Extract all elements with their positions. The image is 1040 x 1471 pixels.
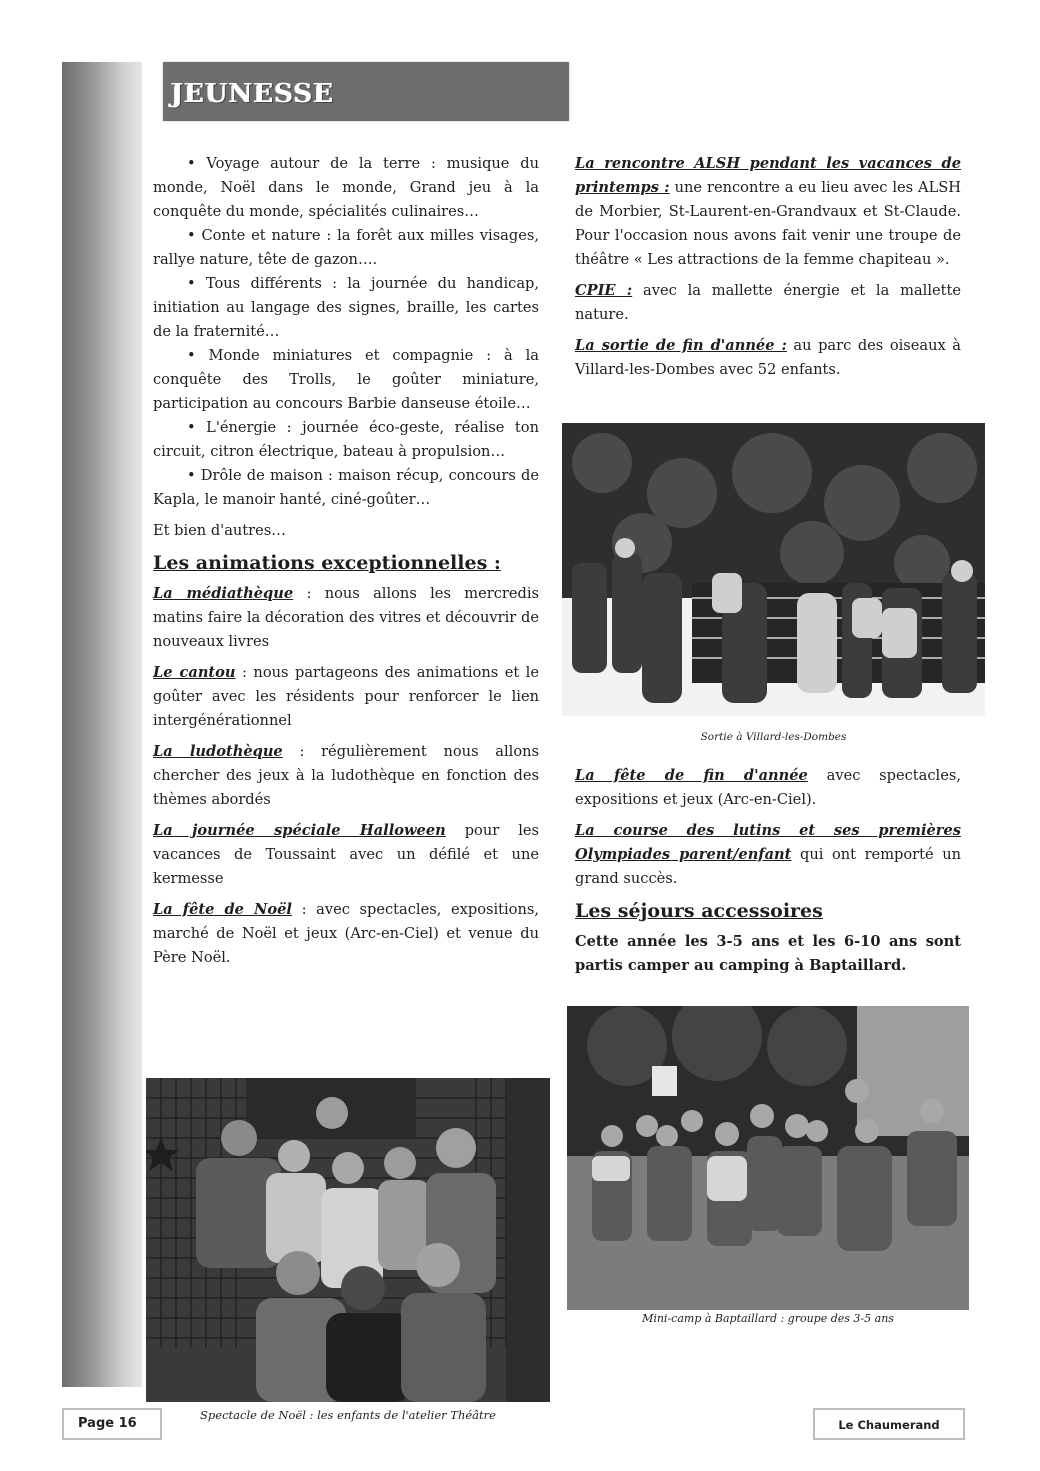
photo-caption-mini-camp: Mini-camp à Baptaillard : groupe des 3-5 ans bbox=[642, 1312, 894, 1325]
animation-item bbox=[153, 582, 539, 654]
magazine-name: Le Chaumerand bbox=[838, 1418, 940, 1432]
animation-item bbox=[153, 661, 539, 733]
section-title-banner bbox=[163, 62, 569, 121]
activity-bullet: • Tous différents : la journée du handicap, initiation au langage des signes, braille, les cartes de la fraternité… bbox=[153, 275, 539, 340]
item-text: : régulièrement nous allons chercher des jeux à la ludothèque en fonction des thèmes abordés bbox=[153, 743, 539, 808]
item-text: : nous partageons des animations et le goûter avec les résidents pour renforcer le lien intergénérationnel bbox=[153, 664, 539, 729]
animation-item bbox=[153, 740, 539, 812]
item-lead: La course des lutins et ses premières Olympiades parent/enfant bbox=[575, 822, 961, 863]
activity-bullet: • Monde miniatures et compagnie : à la conquête des Trolls, le goûter miniature, participation au concours Barbie danseuse étoile… bbox=[153, 347, 539, 412]
activity-bullet: • Drôle de maison : maison récup, concours de Kapla, le manoir hanté, ciné-goûter… bbox=[153, 467, 539, 508]
activity-bullet: • L'énergie : journée éco-geste, réalise ton circuit, citron électrique, bateau à propulsion… bbox=[153, 419, 539, 460]
item-lead: La journée spéciale Halloween bbox=[153, 822, 446, 839]
item-lead: La médiathèque bbox=[153, 585, 294, 602]
item-lead: La ludothèque bbox=[153, 743, 283, 760]
item-text: une rencontre a eu lieu avec les ALSH de Morbier, St-Laurent-en-Grandvaux et St-Claude. Pour l'occasion nous avons fait venir une troupe de théâtre « Les attractions de la femme chapiteau ». bbox=[575, 179, 961, 268]
activity-item bbox=[575, 279, 961, 327]
item-lead: La rencontre ALSH pendant les vacances de printemps : bbox=[575, 155, 961, 196]
activity-bullet: • Voyage autour de la terre : musique du monde, Noël dans le monde, Grand jeu à la conquête du monde, spécialités culinaires… bbox=[153, 155, 539, 220]
closing-text: Et bien d'autres… bbox=[153, 522, 286, 539]
page-number-box bbox=[62, 1408, 162, 1440]
item-text: qui ont remporté un grand succès. bbox=[575, 846, 961, 887]
activity-item bbox=[575, 764, 961, 812]
photo-christmas-show bbox=[146, 1078, 550, 1402]
item-lead: La sortie de fin d'année : bbox=[575, 337, 787, 354]
item-text: : avec spectacles, expositions, marché de Noël et jeux (Arc-en-Ciel) et venue du Père Noël. bbox=[153, 901, 539, 966]
animation-item bbox=[153, 819, 539, 891]
photo-mini-camp-baptaillard bbox=[567, 1006, 969, 1310]
photo-villard-les-dombes bbox=[562, 423, 985, 716]
sejours-text: Cette année les 3-5 ans et les 6-10 ans sont partis camper au camping à Baptaillard. bbox=[575, 933, 961, 974]
item-lead: CPIE : bbox=[575, 282, 633, 299]
activity-item bbox=[575, 819, 961, 891]
photo-caption-christmas: Spectacle de Noël : les enfants de l'atelier Théâtre bbox=[200, 1408, 496, 1422]
item-lead: La fête de Noël bbox=[153, 901, 292, 918]
item-text: : nous allons les mercredis matins faire la décoration des vitres et découvrir de nouveaux livres bbox=[153, 585, 539, 650]
section-heading-animations: Les animations exceptionnelles : bbox=[153, 552, 501, 574]
item-text: au parc des oiseaux à Villard-les-Dombes avec 52 enfants. bbox=[575, 337, 961, 378]
left-column bbox=[153, 152, 539, 977]
item-text: pour les vacances de Toussaint avec un défilé et une kermesse bbox=[153, 822, 540, 887]
item-text: avec la mallette énergie et la mallette nature. bbox=[575, 282, 961, 323]
magazine-name-box bbox=[813, 1408, 965, 1440]
page-number: Page 16 bbox=[78, 1416, 137, 1431]
activity-item bbox=[575, 334, 961, 382]
item-lead: La fête de fin d'année bbox=[575, 767, 808, 784]
animation-item bbox=[153, 898, 539, 970]
decorative-sidebar-bar bbox=[62, 62, 142, 1387]
photo-caption-villard: Sortie à Villard-les-Dombes bbox=[700, 731, 847, 743]
section-heading-sejours: Les séjours accessoires bbox=[575, 900, 823, 922]
activity-item bbox=[575, 152, 961, 272]
section-title: JEUNESSE bbox=[171, 79, 335, 109]
item-text: avec spectacles, expositions et jeux (Arc-en-Ciel). bbox=[575, 767, 961, 808]
item-lead: Le cantou bbox=[153, 664, 236, 681]
right-column-top bbox=[575, 152, 961, 389]
activity-bullet: • Conte et nature : la forêt aux milles visages, rallye nature, tête de gazon…. bbox=[153, 227, 539, 268]
right-column-middle bbox=[575, 764, 961, 985]
